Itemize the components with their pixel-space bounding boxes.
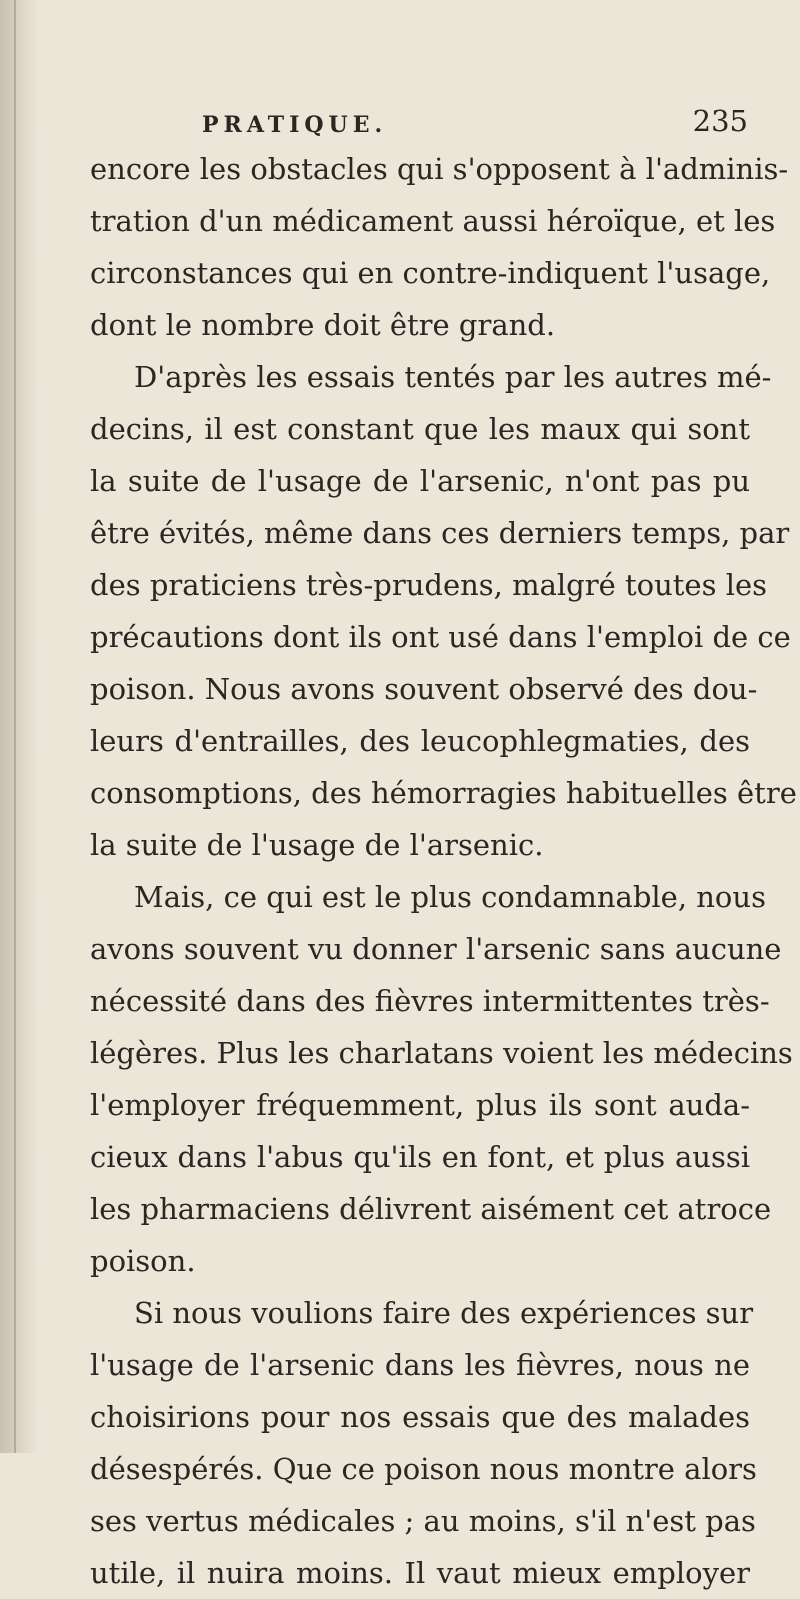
text-line: decins, il est constant que les maux qui sont xyxy=(90,412,750,446)
running-title: PRATIQUE. xyxy=(202,112,388,138)
text-line: cieux dans l'abus qu'ils en font, et plus aussi xyxy=(90,1140,750,1174)
text-line: encore les obstacles qui s'opposent à l'adminis- xyxy=(90,152,789,186)
text-line: être évités, même dans ces derniers temps, par xyxy=(90,516,790,550)
text-line: désespérés. Que ce poison nous montre alors xyxy=(90,1452,757,1486)
text-line: choisirions pour nos essais que des malades xyxy=(90,1400,750,1434)
body-text xyxy=(90,143,797,1599)
running-head xyxy=(90,104,750,144)
page-number: 235 xyxy=(692,104,748,138)
text-line: avons souvent vu donner l'arsenic sans aucune xyxy=(90,932,782,966)
text-line: la suite de l'usage de l'arsenic. xyxy=(90,828,544,862)
text-line: circonstances qui en contre-indiquent l'usage, xyxy=(90,256,771,290)
text-line: les pharmaciens délivrent aisément cet atroce xyxy=(90,1192,772,1226)
text-line: l'employer fréquemment, plus ils sont auda- xyxy=(90,1088,750,1122)
text-line: légères. Plus les charlatans voient les médecins xyxy=(90,1036,793,1070)
text-line: l'usage de l'arsenic dans les fièvres, nous ne xyxy=(90,1348,750,1382)
text-line: précautions dont ils ont usé dans l'emploi de ce xyxy=(90,620,791,654)
text-line: ses vertus médicales ; au moins, s'il n'est pas xyxy=(90,1504,756,1538)
text-line: dont le nombre doit être grand. xyxy=(90,308,556,342)
text-line: leurs d'entrailles, des leucophlegmaties, des xyxy=(90,724,750,758)
binding-shadow-line xyxy=(14,0,16,1453)
text-line: utile, il nuira moins. Il vaut mieux employer xyxy=(90,1556,750,1590)
text-line: des praticiens très-prudens, malgré toutes les xyxy=(90,568,768,602)
text-line: D'après les essais tentés par les autres mé- xyxy=(134,360,772,394)
book-page xyxy=(90,0,797,1590)
text-line: consomptions, des hémorragies habituelles être xyxy=(90,776,797,810)
text-line: nécessité dans des fièvres intermittentes très- xyxy=(90,984,770,1018)
page-binding-edge xyxy=(0,0,38,1453)
text-line: poison. Nous avons souvent observé des dou- xyxy=(90,672,758,706)
text-line: Mais, ce qui est le plus condamnable, nous xyxy=(134,880,766,914)
text-line: poison. xyxy=(90,1244,196,1278)
text-line: la suite de l'usage de l'arsenic, n'ont pas pu xyxy=(90,464,750,498)
text-line: Si nous voulions faire des expériences sur xyxy=(134,1296,754,1330)
text-line: tration d'un médicament aussi héroïque, et les xyxy=(90,204,776,238)
